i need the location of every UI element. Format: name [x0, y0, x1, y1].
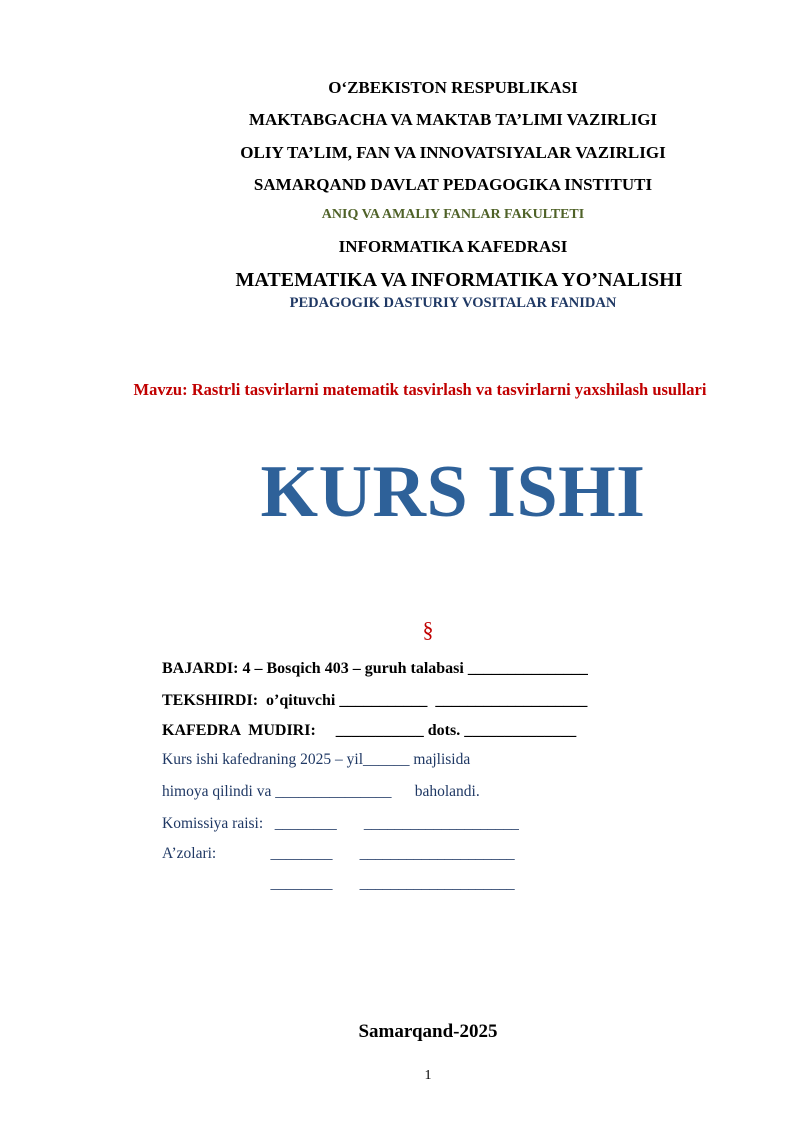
document-title: KURS ISHI [260, 451, 646, 533]
city-year: Samarqand-2025 [358, 1021, 498, 1042]
header-ministry-higher-ed: OLIY TA’LIM, FAN VA INNOVATSIYALAR VAZIRLIGI [240, 143, 666, 162]
performed-by-line: BAJARDI: 4 – Bosqich 403 – guruh talabasi _______________ [162, 660, 588, 677]
checked-by-line: TEKSHIRDI: o’qituvchi ___________ ___________________ [162, 692, 588, 709]
department-head-line: KAFEDRA MUDIRI: ___________ dots. ______________ [162, 722, 577, 739]
section-sign: § [422, 617, 434, 642]
members-extra-line: ________ ____________________ [162, 875, 515, 892]
header-ministry-preschool: MAKTABGACHA VA MAKTAB TA’LIMI VAZIRLIGI [248, 110, 658, 129]
header-faculty: ANIQ VA AMALIY FANLAR FAKULTETI [321, 207, 585, 222]
header-republic: O‘ZBEKISTON RESPUBLIKASI [328, 78, 578, 97]
topic-text: Mavzu: Rastrli tasvirlarni matematik tasvirlash va tasvirlarni yaxshilash usullari [133, 380, 707, 399]
course-work-meeting-line: Kurs ishi kafedraning 2025 – yil______ majlisida [162, 751, 471, 768]
commission-chair-line: Komissiya raisi: ________ ____________________ [162, 815, 519, 832]
page-number: 1 [424, 1068, 432, 1083]
header-direction: MATEMATIKA VA INFORMATIKA YO’NALISHI [235, 269, 683, 291]
members-line: A’zolari: ________ ____________________ [162, 845, 515, 862]
header-subject: PEDAGOGIK DASTURIY VOSITALAR FANIDAN [289, 295, 617, 311]
defended-graded-line: himoya qilindi va _______________ baholandi. [162, 783, 480, 800]
header-department: INFORMATIKA KAFEDRASI [338, 237, 568, 256]
header-institute: SAMARQAND DAVLAT PEDAGOGIKA INSTITUTI [253, 175, 653, 194]
